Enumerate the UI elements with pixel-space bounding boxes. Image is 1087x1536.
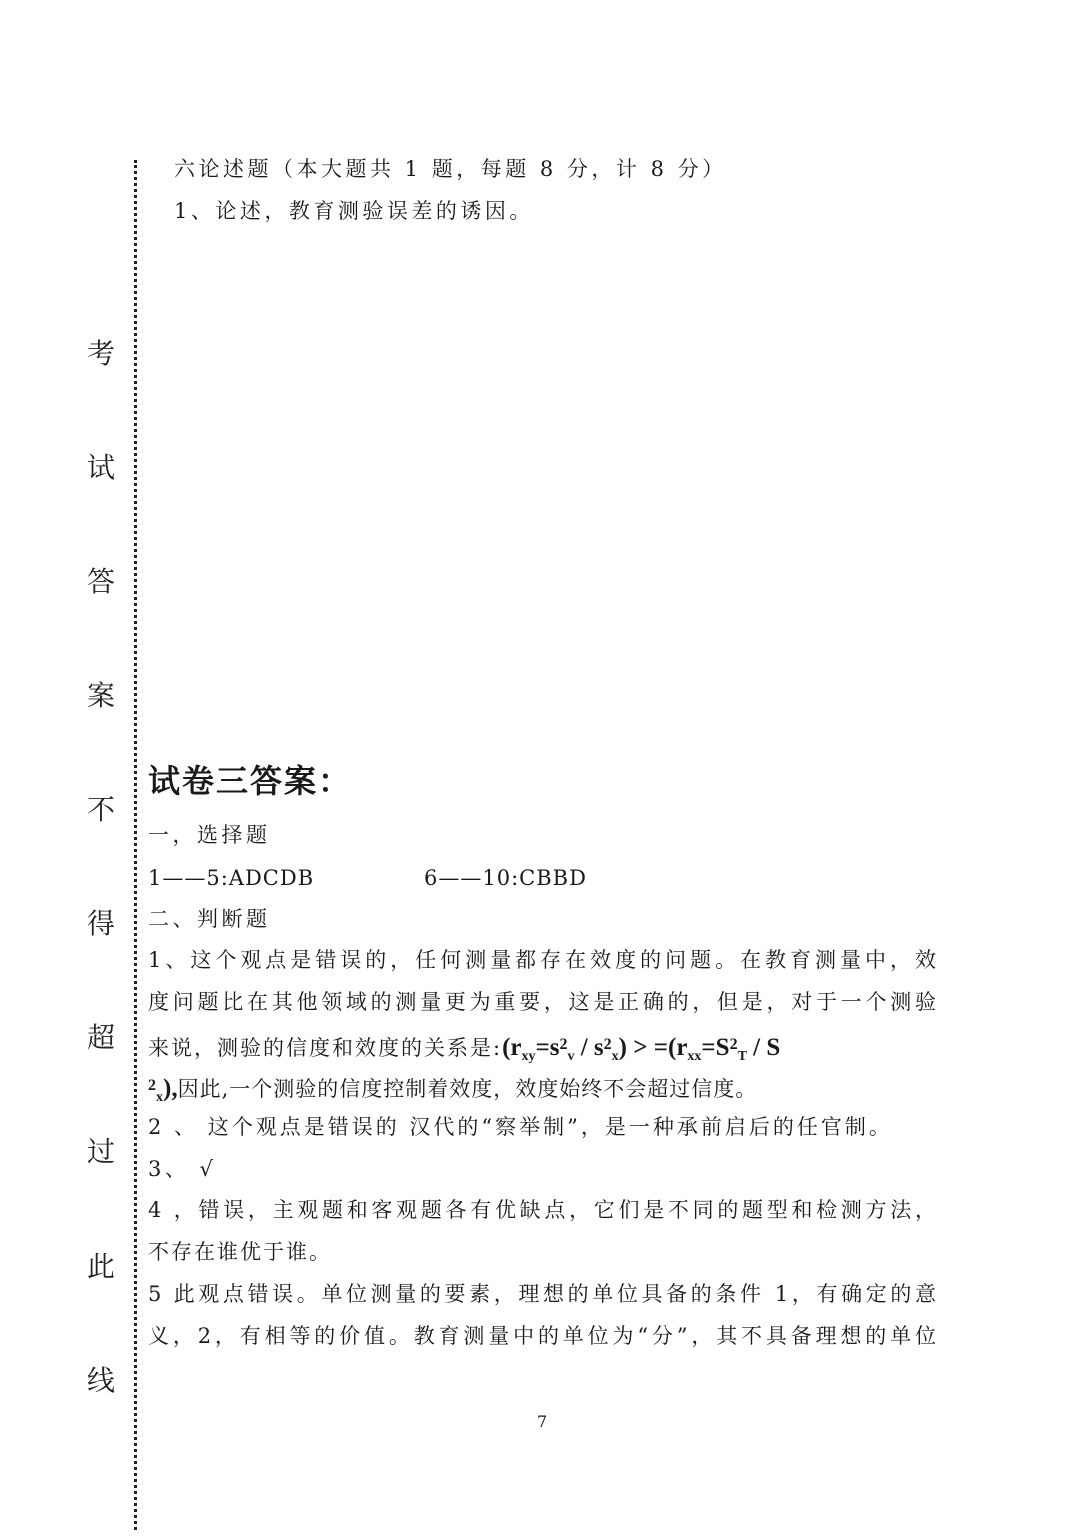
section2-heading: 二、判断题 [148, 907, 271, 931]
answers-title: 试卷三答案： [148, 762, 353, 800]
margin-char: 超 [86, 1021, 115, 1054]
answer-4-line-1: 4 ，错误，主观题和客观题各有优缺点，它们是不同的题型和检测方法， [148, 1198, 938, 1222]
margin-char: 试 [86, 451, 115, 484]
margin-char: 案 [86, 679, 115, 712]
section1-heading: 一，选择题 [148, 823, 271, 847]
section1-answers-6-10: 6——10:CBBD [424, 866, 587, 890]
margin-char: 过 [86, 1135, 115, 1168]
margin-char: 答 [86, 565, 115, 598]
margin-char: 得 [86, 907, 115, 940]
section6-heading: 六论述题（本大题共 1 题，每题 8 分，计 8 分） [174, 157, 727, 181]
answer-1-line-1: 1、这个观点是错误的，任何测量都存在效度的问题。在教育测量中，效 [148, 948, 938, 972]
answer-1-line-4 [148, 1072, 757, 1112]
answer-5-line-2: 义，2，有相等的价值。教育测量中的单位为“分”，其不具备理想的单位 [148, 1324, 938, 1348]
margin-char: 此 [86, 1250, 115, 1283]
answer-2: 2 、 这个观点是错误的 汉代的“察举制”，是一种承前启后的任官制。 [148, 1115, 893, 1139]
binding-dotted-line [134, 160, 137, 1530]
margin-char: 线 [86, 1364, 115, 1397]
answer-1-text: 来说，测验的信度和效度的关系是: [148, 1036, 503, 1060]
formula-continuation: $^2_x$), [148, 1075, 178, 1105]
margin-char: 考 [86, 337, 115, 370]
page-number: 7 [537, 1412, 548, 1431]
answer-5-line-1: 5 此观点错误。单位测量的要素，理想的单位具备的条件 1，有确定的意 [148, 1282, 938, 1306]
margin-char: 不 [86, 793, 115, 826]
answer-1-line-2: 度问题比在其他领域的测量更为重要，这是正确的，但是，对于一个测验 [148, 990, 938, 1014]
answer-3: 3、 √ [148, 1157, 217, 1181]
answer-1-conclusion: 因此,一个测验的信度控制着效度，效度始终不会超过信度。 [177, 1077, 758, 1101]
answer-1-line-3 [148, 1031, 780, 1071]
section6-question-1: 1、论述，教育测验误差的诱因。 [174, 199, 534, 223]
reliability-validity-formula: $(r_{xy}=s^2_v / s^2_x) > =(r_{xx}=S^2_T / S$ [502, 1034, 781, 1064]
answer-4-line-2: 不存在谁优于谁。 [148, 1240, 332, 1264]
section1-answers-1-5: 1——5:ADCDB [148, 866, 315, 890]
